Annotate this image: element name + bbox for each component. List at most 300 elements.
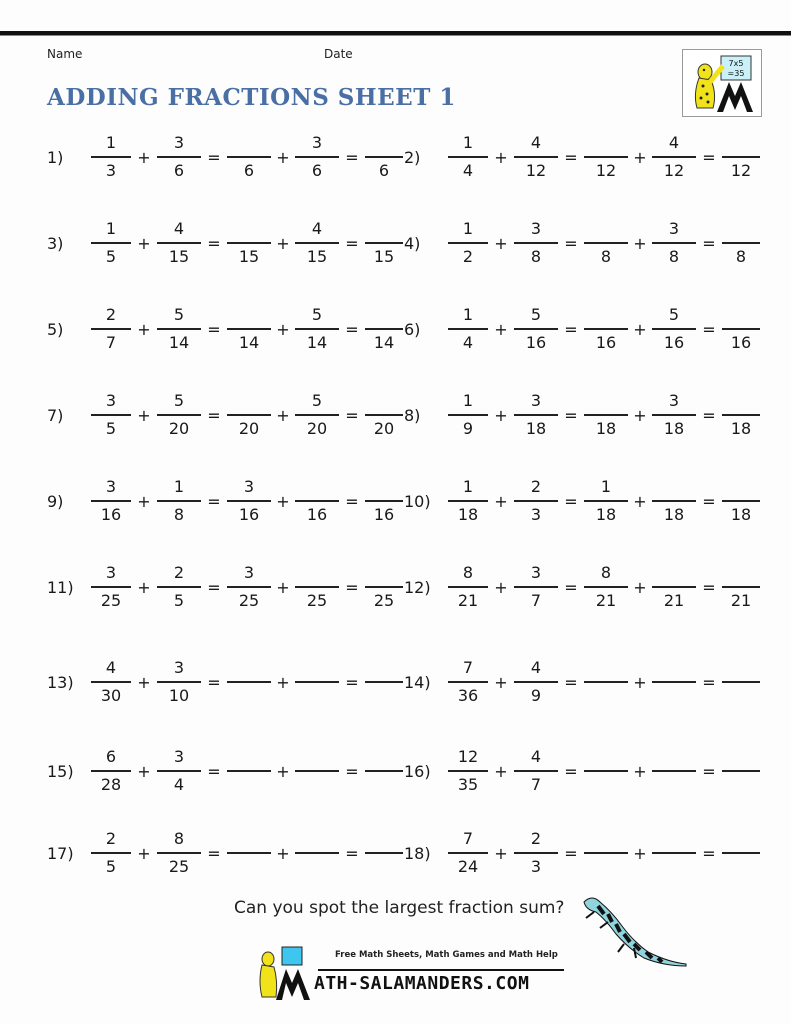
numerator: 2 xyxy=(105,305,117,325)
fraction-bar xyxy=(722,681,760,683)
numerator[interactable]: 5 xyxy=(668,305,680,325)
fraction-bar xyxy=(295,414,339,416)
problem-number: 1) xyxy=(47,147,64,167)
numerator: 1 xyxy=(105,219,117,239)
addend-a xyxy=(448,826,488,880)
denominator: 16 xyxy=(306,504,328,524)
addend-a xyxy=(91,826,131,880)
fraction-bar xyxy=(227,414,271,416)
answer-blank-result[interactable] xyxy=(722,560,760,614)
problem-18 xyxy=(404,826,760,880)
equals-sign: = xyxy=(564,491,578,511)
addend-b xyxy=(157,302,201,356)
problem-7 xyxy=(47,388,403,442)
denominator: 8 xyxy=(530,246,542,266)
answer-blank-result[interactable] xyxy=(365,130,403,184)
addend-b xyxy=(514,655,558,709)
fraction-bar xyxy=(514,770,558,772)
plus-sign: + xyxy=(633,319,647,339)
fraction-bar xyxy=(227,242,271,244)
fraction-bar xyxy=(227,852,271,854)
equals-sign: = xyxy=(345,405,359,425)
denominator: 8 xyxy=(668,246,680,266)
answer-blank-step2[interactable] xyxy=(652,826,696,880)
fraction-bar xyxy=(365,500,403,502)
answer-blank-step2[interactable] xyxy=(652,655,696,709)
denominator: 21 xyxy=(730,590,752,610)
denominator: 16 xyxy=(663,332,685,352)
addend-b xyxy=(157,474,201,528)
plus-sign: + xyxy=(276,233,290,253)
answer-blank-result[interactable] xyxy=(365,474,403,528)
denominator: 5 xyxy=(105,856,117,876)
fraction-bar xyxy=(652,852,696,854)
fraction-bar xyxy=(584,242,628,244)
denominator: 5 xyxy=(105,246,117,266)
answer-blank-result[interactable] xyxy=(722,216,760,270)
name-label: Name xyxy=(47,47,83,61)
problem-number: 3) xyxy=(47,233,64,253)
fraction-bar xyxy=(514,242,558,244)
answer-blank-step2[interactable] xyxy=(652,744,696,798)
equals-sign: = xyxy=(702,233,716,253)
answer-blank-step1[interactable] xyxy=(584,744,628,798)
fraction-bar xyxy=(722,586,760,588)
plus-sign: + xyxy=(276,319,290,339)
problem-8 xyxy=(404,388,760,442)
fraction-bar xyxy=(227,586,271,588)
fraction-bar xyxy=(365,414,403,416)
answer-blank-step1[interactable] xyxy=(584,216,628,270)
equals-sign: = xyxy=(207,761,221,781)
problem-13 xyxy=(47,655,403,709)
fraction-bar xyxy=(514,414,558,416)
fraction-bar xyxy=(722,500,760,502)
answer-blank-step2[interactable] xyxy=(652,130,696,184)
addend-b xyxy=(514,744,558,798)
plus-sign: + xyxy=(137,405,151,425)
answer-blank-step1[interactable] xyxy=(227,302,271,356)
fraction-bar xyxy=(365,328,403,330)
fraction-bar xyxy=(448,681,488,683)
fraction-bar xyxy=(157,242,201,244)
denominator: 12 xyxy=(663,160,685,180)
numerator: 2 xyxy=(105,829,117,849)
answer-blank-result[interactable] xyxy=(722,744,760,798)
numerator: 3 xyxy=(105,391,117,411)
denominator: 18 xyxy=(730,418,752,438)
problem-number: 15) xyxy=(47,761,74,781)
answer-blank-step1[interactable] xyxy=(227,655,271,709)
equals-sign: = xyxy=(207,491,221,511)
answer-blank-step1[interactable] xyxy=(227,388,271,442)
fraction-bar xyxy=(448,328,488,330)
plus-sign: + xyxy=(494,672,508,692)
answer-blank-step2[interactable] xyxy=(295,655,339,709)
fraction-bar xyxy=(514,852,558,854)
fraction-bar xyxy=(91,242,131,244)
numerator: 1 xyxy=(105,133,117,153)
numerator: 5 xyxy=(530,305,542,325)
top-rule xyxy=(0,31,791,36)
answer-blank-step2[interactable] xyxy=(295,216,339,270)
answer-blank-result[interactable] xyxy=(365,302,403,356)
denominator: 14 xyxy=(168,332,190,352)
fraction-bar xyxy=(157,681,201,683)
addend-a xyxy=(91,744,131,798)
answer-blank-step1[interactable] xyxy=(227,826,271,880)
addend-a xyxy=(91,560,131,614)
denominator: 7 xyxy=(530,774,542,794)
answer-blank-step1[interactable] xyxy=(584,655,628,709)
fraction-bar xyxy=(652,242,696,244)
fraction-bar xyxy=(448,852,488,854)
plus-sign: + xyxy=(137,761,151,781)
svg-text:7x5: 7x5 xyxy=(728,59,744,68)
equals-sign: = xyxy=(702,147,716,167)
answer-blank-result[interactable] xyxy=(365,826,403,880)
problem-number: 9) xyxy=(47,491,64,511)
numerator: 2 xyxy=(530,477,542,497)
problem-number: 18) xyxy=(404,843,431,863)
denominator: 6 xyxy=(378,160,390,180)
fraction-bar xyxy=(365,681,403,683)
answer-blank-step2[interactable] xyxy=(295,474,339,528)
fraction-bar xyxy=(157,500,201,502)
equals-sign: = xyxy=(207,577,221,597)
answer-blank-result[interactable] xyxy=(722,388,760,442)
answer-blank-step2[interactable] xyxy=(652,216,696,270)
problem-number: 16) xyxy=(404,761,431,781)
answer-blank-step1[interactable] xyxy=(584,826,628,880)
numerator[interactable]: 3 xyxy=(668,391,680,411)
denominator: 2 xyxy=(462,246,474,266)
plus-sign: + xyxy=(276,672,290,692)
numerator: 1 xyxy=(462,219,474,239)
addend-b xyxy=(157,130,201,184)
answer-blank-result[interactable] xyxy=(365,744,403,798)
addend-b xyxy=(157,826,201,880)
denominator: 18 xyxy=(663,418,685,438)
addend-a xyxy=(91,216,131,270)
fraction-bar xyxy=(514,586,558,588)
fraction-bar xyxy=(157,586,201,588)
plus-sign: + xyxy=(494,405,508,425)
numerator: 1 xyxy=(462,391,474,411)
plus-sign: + xyxy=(633,672,647,692)
answer-blank-result[interactable] xyxy=(722,302,760,356)
problem-3 xyxy=(47,216,403,270)
plus-sign: + xyxy=(137,233,151,253)
fraction-bar xyxy=(157,156,201,158)
fraction-bar xyxy=(365,770,403,772)
answer-blank-result[interactable] xyxy=(365,388,403,442)
numerator: 1 xyxy=(462,133,474,153)
addend-a xyxy=(448,655,488,709)
fraction-bar xyxy=(584,586,628,588)
addend-b xyxy=(514,560,558,614)
plus-sign: + xyxy=(137,491,151,511)
numerator: 6 xyxy=(105,747,117,767)
answer-blank-step2[interactable] xyxy=(295,388,339,442)
addend-a xyxy=(448,388,488,442)
numerator: 4 xyxy=(173,219,185,239)
answer-blank-step1[interactable] xyxy=(227,216,271,270)
addend-b xyxy=(514,474,558,528)
denominator: 10 xyxy=(168,685,190,705)
denominator: 9 xyxy=(530,685,542,705)
denominator: 8 xyxy=(735,246,747,266)
leopard-teacher-icon xyxy=(683,50,761,116)
problem-1 xyxy=(47,130,403,184)
denominator: 18 xyxy=(595,418,617,438)
answer-blank-step2[interactable] xyxy=(652,474,696,528)
denominator: 5 xyxy=(105,418,117,438)
numerator: 3 xyxy=(173,133,185,153)
problem-11 xyxy=(47,560,403,614)
addend-b xyxy=(514,216,558,270)
fraction-bar xyxy=(295,770,339,772)
problem-number: 11) xyxy=(47,577,74,597)
fraction-bar xyxy=(91,770,131,772)
fraction-bar xyxy=(91,586,131,588)
answer-blank-result[interactable] xyxy=(722,130,760,184)
problem-number: 17) xyxy=(47,843,74,863)
fraction-bar xyxy=(584,681,628,683)
fraction-bar xyxy=(227,770,271,772)
fraction-bar xyxy=(514,500,558,502)
answer-blank-result[interactable] xyxy=(365,560,403,614)
fraction-bar xyxy=(91,681,131,683)
answer-blank-step2[interactable] xyxy=(295,826,339,880)
fraction-bar xyxy=(157,770,201,772)
fraction-bar xyxy=(722,852,760,854)
denominator: 4 xyxy=(173,774,185,794)
answer-blank-step2[interactable] xyxy=(295,560,339,614)
equals-sign: = xyxy=(345,761,359,781)
answer-blank-result[interactable] xyxy=(365,216,403,270)
denominator: 15 xyxy=(373,246,395,266)
answer-blank-step2[interactable] xyxy=(652,388,696,442)
denominator: 18 xyxy=(525,418,547,438)
denominator: 12 xyxy=(730,160,752,180)
plus-sign: + xyxy=(276,405,290,425)
answer-blank-step1[interactable] xyxy=(227,474,271,528)
fraction-bar xyxy=(227,328,271,330)
fraction-bar xyxy=(295,852,339,854)
fraction-bar xyxy=(584,770,628,772)
fraction-bar xyxy=(722,156,760,158)
numerator: 3 xyxy=(105,477,117,497)
addend-a xyxy=(91,388,131,442)
equals-sign: = xyxy=(207,405,221,425)
denominator: 18 xyxy=(730,504,752,524)
plus-sign: + xyxy=(633,233,647,253)
problem-14 xyxy=(404,655,760,709)
numerator: 3 xyxy=(173,747,185,767)
denominator: 8 xyxy=(173,504,185,524)
equals-sign: = xyxy=(702,843,716,863)
answer-blank-step2[interactable] xyxy=(295,302,339,356)
fraction-bar xyxy=(365,242,403,244)
equals-sign: = xyxy=(345,843,359,863)
fraction-bar xyxy=(91,852,131,854)
answer-blank-step2[interactable] xyxy=(295,130,339,184)
fraction-bar xyxy=(227,681,271,683)
addend-a xyxy=(91,655,131,709)
answer-blank-step1[interactable] xyxy=(227,130,271,184)
numerator: 8 xyxy=(462,563,474,583)
equals-sign: = xyxy=(702,761,716,781)
numerator[interactable]: 3 xyxy=(668,219,680,239)
numerator[interactable]: 4 xyxy=(311,219,323,239)
denominator: 25 xyxy=(100,590,122,610)
equals-sign: = xyxy=(207,672,221,692)
problem-15 xyxy=(47,744,403,798)
numerator[interactable]: 1 xyxy=(600,477,612,497)
answer-blank-step1[interactable] xyxy=(584,474,628,528)
problem-number: 10) xyxy=(404,491,431,511)
site-tagline: Free Math Sheets, Math Games and Math Help xyxy=(335,950,558,960)
denominator: 7 xyxy=(105,332,117,352)
numerator: 3 xyxy=(105,563,117,583)
plus-sign: + xyxy=(276,491,290,511)
equals-sign: = xyxy=(345,577,359,597)
answer-blank-result[interactable] xyxy=(722,655,760,709)
problem-12 xyxy=(404,560,760,614)
denominator: 20 xyxy=(168,418,190,438)
fraction-bar xyxy=(295,156,339,158)
problem-number: 13) xyxy=(47,672,74,692)
equals-sign: = xyxy=(207,319,221,339)
site-logo xyxy=(256,945,566,1001)
site-brand: ATH-SALAMANDERS.COM xyxy=(314,973,530,994)
footer-rule xyxy=(318,969,564,971)
fraction-bar xyxy=(652,770,696,772)
fraction-bar xyxy=(514,681,558,683)
numerator: 5 xyxy=(173,305,185,325)
answer-blank-step1[interactable] xyxy=(584,130,628,184)
fraction-bar xyxy=(295,586,339,588)
fraction-bar xyxy=(584,852,628,854)
plus-sign: + xyxy=(494,761,508,781)
plus-sign: + xyxy=(494,147,508,167)
page-title: ADDING FRACTIONS SHEET 1 xyxy=(47,84,456,111)
plus-sign: + xyxy=(494,577,508,597)
denominator: 9 xyxy=(462,418,474,438)
fraction-bar xyxy=(652,328,696,330)
denominator: 28 xyxy=(100,774,122,794)
fraction-bar xyxy=(722,328,760,330)
answer-blank-step1[interactable] xyxy=(584,388,628,442)
addend-b xyxy=(157,744,201,798)
fraction-bar xyxy=(652,681,696,683)
equals-sign: = xyxy=(702,491,716,511)
numerator: 4 xyxy=(530,658,542,678)
denominator: 8 xyxy=(600,246,612,266)
denominator: 21 xyxy=(457,590,479,610)
answer-blank-result[interactable] xyxy=(722,474,760,528)
plus-sign: + xyxy=(137,147,151,167)
problem-17 xyxy=(47,826,403,880)
equals-sign: = xyxy=(345,233,359,253)
addend-b xyxy=(514,130,558,184)
numerator[interactable]: 4 xyxy=(668,133,680,153)
answer-blank-step2[interactable] xyxy=(652,302,696,356)
plus-sign: + xyxy=(633,843,647,863)
fraction-bar xyxy=(652,500,696,502)
date-label: Date xyxy=(324,47,353,61)
denominator: 4 xyxy=(462,332,474,352)
problem-16 xyxy=(404,744,760,798)
numerator[interactable]: 8 xyxy=(600,563,612,583)
numerator[interactable]: 3 xyxy=(243,563,255,583)
denominator: 6 xyxy=(173,160,185,180)
plus-sign: + xyxy=(276,843,290,863)
problem-6 xyxy=(404,302,760,356)
answer-blank-result[interactable] xyxy=(722,826,760,880)
fraction-bar xyxy=(227,156,271,158)
numerator: 3 xyxy=(173,658,185,678)
plus-sign: + xyxy=(633,147,647,167)
numerator: 4 xyxy=(105,658,117,678)
problem-10 xyxy=(404,474,760,528)
plus-sign: + xyxy=(137,843,151,863)
denominator: 21 xyxy=(663,590,685,610)
equals-sign: = xyxy=(564,319,578,339)
fraction-bar xyxy=(584,156,628,158)
numerator[interactable]: 5 xyxy=(311,305,323,325)
answer-blank-step1[interactable] xyxy=(584,560,628,614)
answer-blank-step1[interactable] xyxy=(584,302,628,356)
plus-sign: + xyxy=(633,577,647,597)
answer-blank-step1[interactable] xyxy=(227,744,271,798)
equals-sign: = xyxy=(702,672,716,692)
fraction-bar xyxy=(227,500,271,502)
plus-sign: + xyxy=(276,577,290,597)
plus-sign: + xyxy=(494,843,508,863)
numerator: 8 xyxy=(173,829,185,849)
numerator: 1 xyxy=(462,477,474,497)
answer-blank-step2[interactable] xyxy=(295,744,339,798)
denominator: 20 xyxy=(373,418,395,438)
answer-blank-result[interactable] xyxy=(365,655,403,709)
fraction-bar xyxy=(652,586,696,588)
addend-b xyxy=(157,388,201,442)
numerator: 7 xyxy=(462,658,474,678)
problem-number: 8) xyxy=(404,405,421,425)
plus-sign: + xyxy=(494,319,508,339)
equals-sign: = xyxy=(564,843,578,863)
answer-blank-step2[interactable] xyxy=(652,560,696,614)
denominator: 15 xyxy=(168,246,190,266)
denominator: 3 xyxy=(530,856,542,876)
fraction-bar xyxy=(448,586,488,588)
problem-9 xyxy=(47,474,403,528)
plus-sign: + xyxy=(276,761,290,781)
fraction-bar xyxy=(365,586,403,588)
fraction-bar xyxy=(448,414,488,416)
problem-number: 7) xyxy=(47,405,64,425)
addend-a xyxy=(448,744,488,798)
fraction-bar xyxy=(91,156,131,158)
answer-blank-step1[interactable] xyxy=(227,560,271,614)
numerator[interactable]: 5 xyxy=(311,391,323,411)
numerator[interactable]: 3 xyxy=(311,133,323,153)
numerator[interactable]: 3 xyxy=(243,477,255,497)
plus-sign: + xyxy=(633,491,647,511)
denominator: 18 xyxy=(663,504,685,524)
